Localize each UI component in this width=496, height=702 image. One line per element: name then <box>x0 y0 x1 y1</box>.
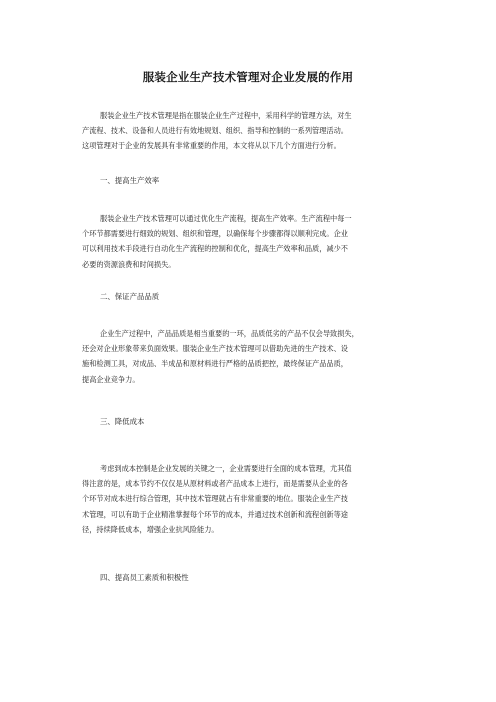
section-1-paragraph <box>82 211 422 272</box>
text-line: 还会对企业形象带来负面效果。服装企业生产技术管理可以借助先进的生产技术、设 <box>82 344 348 354</box>
section-heading-2: 二、保证产品品质 <box>100 292 160 301</box>
text-line: 企业生产过程中，产品品质是相当重要的一环，品质低劣的产品不仅会导致损失， <box>100 329 359 338</box>
section-heading-1: 一、提高生产效率 <box>100 176 160 185</box>
section-3-paragraph <box>82 461 422 537</box>
text-line: 可以利用技术手段进行自动化生产流程的控制和优化，提高生产效率和品质，减少不 <box>82 244 348 254</box>
section-heading-4: 四、提高员工素质和积极性 <box>100 573 189 582</box>
text-line: 服装企业生产技术管理是指在服装企业生产过程中，采用科学的管理方法，对生 <box>100 111 352 120</box>
section-2-paragraph <box>82 326 422 387</box>
text-line: 考虑到成本控制是企业发展的关键之一，企业需要进行全面的成本管理，尤其值 <box>100 464 352 473</box>
text-line: 提高企业竞争力。 <box>82 374 140 384</box>
text-line: 个环节对成本进行综合管理，其中技术管理就占有非常重要的地位。服装企业生产技 <box>82 494 348 504</box>
text-line: 施和检测工具，对成品、半成品和原材料进行严格的品质把控，最终保证产品品质， <box>82 359 348 369</box>
text-line: 产流程、技术、设备和人员进行有效地规划、组织、指导和控制的一系列管理活动。 <box>82 126 348 136</box>
text-line: 术管理，可以有助于企业精准掌握每个环节的成本，并通过技术创新和流程创新等途 <box>82 509 348 519</box>
text-line: 必要的资源浪费和时间损失。 <box>82 259 176 269</box>
text-line: 得注意的是，成本节约不仅仅是从原材料或者产品成本上进行，而是需要从企业的各 <box>82 479 348 489</box>
section-heading-3: 三、降低成本 <box>100 417 145 426</box>
text-line: 服装企业生产技术管理可以通过优化生产流程，提高生产效率。生产流程中每一 <box>100 214 352 223</box>
text-line: 个环节都需要进行细致的规划、组织和管理，以确保每个步骤都得以顺利完成。企业 <box>82 229 348 239</box>
document-title: 服装企业生产技术管理对企业发展的作用 <box>142 70 354 84</box>
text-line: 这项管理对于企业的发展具有非常重要的作用，本文将从以下几个方面进行分析。 <box>82 141 341 151</box>
text-line: 径，持续降低成本，增强企业抗风险能力。 <box>82 524 219 534</box>
intro-paragraph <box>82 108 422 154</box>
